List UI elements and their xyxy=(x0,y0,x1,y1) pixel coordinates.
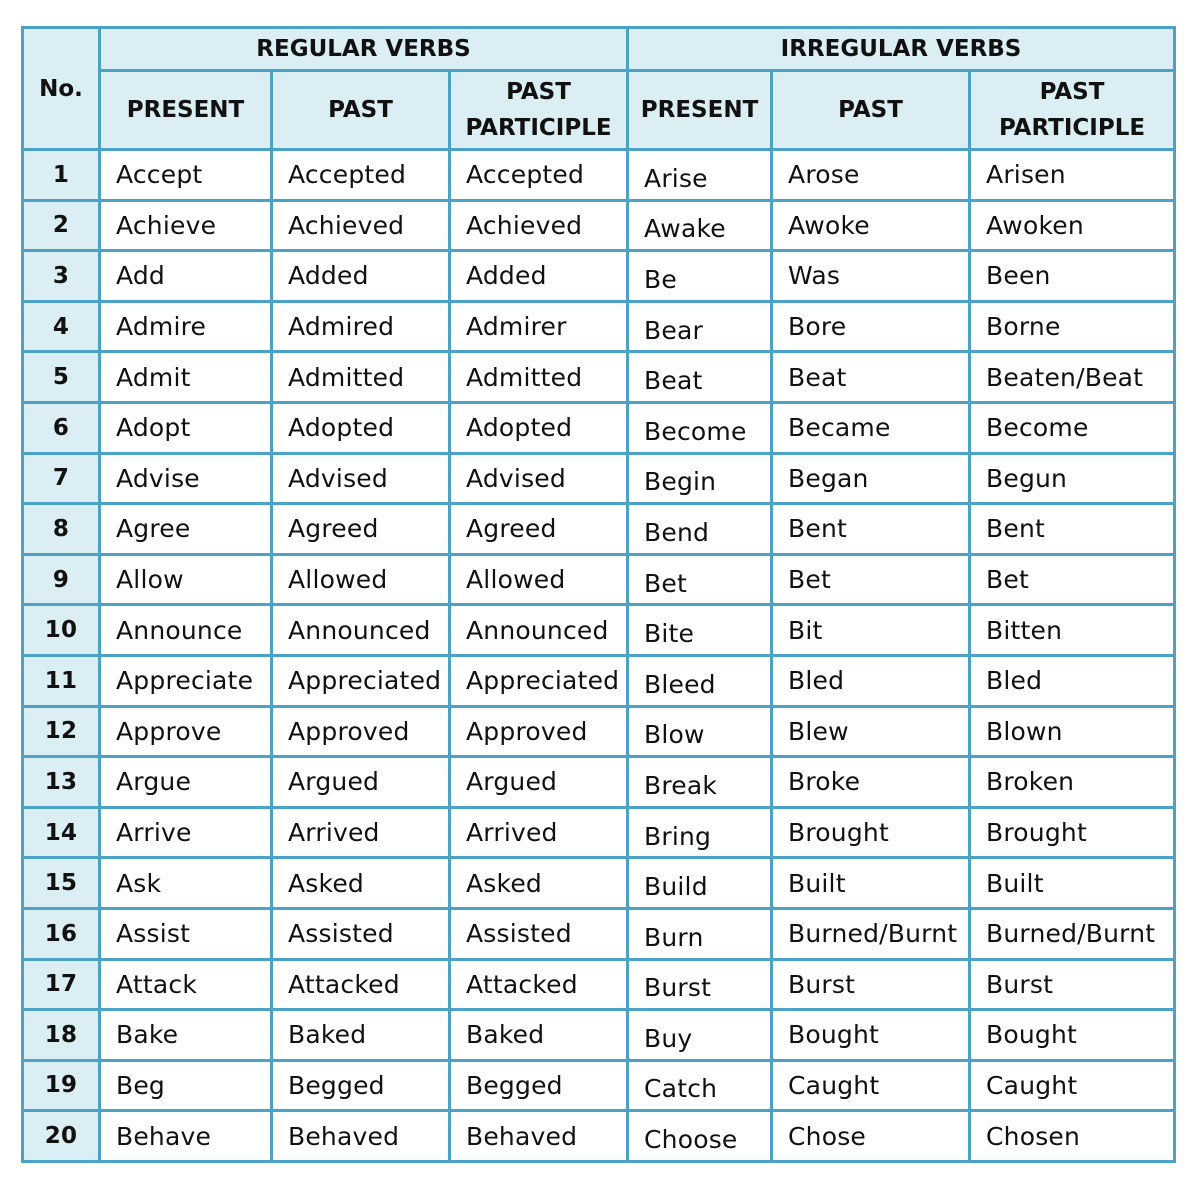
table-row xyxy=(23,1010,1175,1061)
irregular-present-cell: Bend xyxy=(628,504,772,555)
header-row-groups xyxy=(23,28,1175,71)
irregular-present-cell: Bleed xyxy=(628,655,772,706)
irregular-present-cell: Catch xyxy=(628,1060,772,1111)
regular-past-participle-cell: Advised xyxy=(450,453,628,504)
irregular-past-cell: Was xyxy=(772,251,970,302)
regular-past-participle-cell: Assisted xyxy=(450,908,628,959)
irregular-verbs-header: IRREGULAR VERBS xyxy=(628,28,1175,71)
irregular-past-participle-cell: Brought xyxy=(970,807,1175,858)
irregular-past-cell: Bought xyxy=(772,1010,970,1061)
regular-present-cell: Announce xyxy=(100,605,272,656)
row-number-cell: 18 xyxy=(23,1010,100,1061)
pp-line2: PARTICIPLE xyxy=(465,115,612,141)
regular-past-participle-cell: Begged xyxy=(450,1060,628,1111)
row-number-cell: 14 xyxy=(23,807,100,858)
irregular-present-cell: Build xyxy=(628,858,772,909)
pp-line1: PAST xyxy=(1039,79,1105,105)
table-row xyxy=(23,504,1175,555)
regular-past-cell: Adopted xyxy=(272,402,450,453)
regular-past-cell: Added xyxy=(272,251,450,302)
regular-past-cell: Asked xyxy=(272,858,450,909)
regular-past-participle-cell: Arrived xyxy=(450,807,628,858)
irregular-past-participle-cell: Bitten xyxy=(970,605,1175,656)
regular-past-participle-cell: Argued xyxy=(450,757,628,808)
row-number-cell: 5 xyxy=(23,352,100,403)
number-column-header: No. xyxy=(23,28,100,150)
irregular-past-participle-cell: Bled xyxy=(970,655,1175,706)
irregular-present-cell: Break xyxy=(628,757,772,808)
regular-present-cell: Argue xyxy=(100,757,272,808)
irregular-past-participle-cell: Built xyxy=(970,858,1175,909)
row-number-cell: 7 xyxy=(23,453,100,504)
irregular-present-cell: Burst xyxy=(628,959,772,1010)
irregular-present-cell: Beat xyxy=(628,352,772,403)
regular-past-cell: Admitted xyxy=(272,352,450,403)
irregular-present-cell: Begin xyxy=(628,453,772,504)
regular-present-cell: Achieve xyxy=(100,200,272,251)
regular-present-cell: Beg xyxy=(100,1060,272,1111)
table-header xyxy=(23,28,1175,150)
regular-past-cell: Advised xyxy=(272,453,450,504)
irregular-present-cell: Be xyxy=(628,251,772,302)
regular-past-participle-cell: Admirer xyxy=(450,301,628,352)
regular-past-participle-cell: Added xyxy=(450,251,628,302)
regular-past-cell: Appreciated xyxy=(272,655,450,706)
row-number-cell: 6 xyxy=(23,402,100,453)
regular-past-cell: Argued xyxy=(272,757,450,808)
irregular-past-cell: Bet xyxy=(772,554,970,605)
table-row xyxy=(23,1060,1175,1111)
regular-present-cell: Bake xyxy=(100,1010,272,1061)
regular-past-cell: Begged xyxy=(272,1060,450,1111)
irregular-past-participle-cell: Become xyxy=(970,402,1175,453)
regular-past-cell: Assisted xyxy=(272,908,450,959)
irregular-past-cell: Blew xyxy=(772,706,970,757)
irregular-past-cell: Chose xyxy=(772,1111,970,1162)
regular-past-cell: Announced xyxy=(272,605,450,656)
irregular-past-participle-cell: Burned/Burnt xyxy=(970,908,1175,959)
regular-past-participle-cell: Approved xyxy=(450,706,628,757)
regular-past-cell: Attacked xyxy=(272,959,450,1010)
row-number-cell: 17 xyxy=(23,959,100,1010)
table-row xyxy=(23,757,1175,808)
table-row xyxy=(23,706,1175,757)
regular-present-cell: Appreciate xyxy=(100,655,272,706)
table-body xyxy=(23,150,1175,1162)
table-row xyxy=(23,554,1175,605)
header-row-columns xyxy=(23,71,1175,150)
regular-past-participle-cell: Admitted xyxy=(450,352,628,403)
table-row xyxy=(23,959,1175,1010)
table-row xyxy=(23,251,1175,302)
table-row xyxy=(23,352,1175,403)
irregular-past-participle-cell: Bent xyxy=(970,504,1175,555)
pp-line1: PAST xyxy=(506,79,571,105)
regular-past-participle-cell: Announced xyxy=(450,605,628,656)
regular-present-cell: Agree xyxy=(100,504,272,555)
regular-past-cell: Approved xyxy=(272,706,450,757)
row-number-cell: 2 xyxy=(23,200,100,251)
row-number-cell: 19 xyxy=(23,1060,100,1111)
irregular-present-cell: Bite xyxy=(628,605,772,656)
irregular-past-participle-cell: Burst xyxy=(970,959,1175,1010)
irregular-present-cell: Awake xyxy=(628,200,772,251)
pp-line2: PARTICIPLE xyxy=(998,115,1146,141)
irregular-past-cell: Beat xyxy=(772,352,970,403)
regular-present-cell: Behave xyxy=(100,1111,272,1162)
row-number-cell: 4 xyxy=(23,301,100,352)
row-number-cell: 11 xyxy=(23,655,100,706)
irregular-past-cell: Burst xyxy=(772,959,970,1010)
table-row xyxy=(23,807,1175,858)
regular-present-cell: Admire xyxy=(100,301,272,352)
irregular-past-participle-cell: Been xyxy=(970,251,1175,302)
table-row xyxy=(23,605,1175,656)
regular-past-cell: Arrived xyxy=(272,807,450,858)
regular-past-cell: Admired xyxy=(272,301,450,352)
irregular-present-cell: Bring xyxy=(628,807,772,858)
regular-past-cell: Accepted xyxy=(272,150,450,201)
irregular-present-cell: Blow xyxy=(628,706,772,757)
regular-present-cell: Allow xyxy=(100,554,272,605)
irregular-present-cell: Become xyxy=(628,402,772,453)
irregular-present-cell: Bet xyxy=(628,554,772,605)
regular-past-cell: Behaved xyxy=(272,1111,450,1162)
regular-past-participle-cell: Baked xyxy=(450,1010,628,1061)
row-number-cell: 15 xyxy=(23,858,100,909)
irregular-past-cell: Bit xyxy=(772,605,970,656)
irregular-past-participle-cell: Chosen xyxy=(970,1111,1175,1162)
regular-present-cell: Arrive xyxy=(100,807,272,858)
regular-past-cell: Achieved xyxy=(272,200,450,251)
row-number-cell: 8 xyxy=(23,504,100,555)
irregular-past-cell: Awoke xyxy=(772,200,970,251)
regular-past-participle-cell: Attacked xyxy=(450,959,628,1010)
irregular-past-participle-cell: Bought xyxy=(970,1010,1175,1061)
table-row xyxy=(23,402,1175,453)
regular-present-header: PRESENT xyxy=(100,71,272,150)
irregular-past-participle-cell: Beaten/Beat xyxy=(970,352,1175,403)
table-row xyxy=(23,1111,1175,1162)
irregular-past-cell: Bent xyxy=(772,504,970,555)
regular-past-cell: Agreed xyxy=(272,504,450,555)
irregular-past-cell: Built xyxy=(772,858,970,909)
regular-present-cell: Ask xyxy=(100,858,272,909)
regular-past-cell: Allowed xyxy=(272,554,450,605)
irregular-past-cell: Arose xyxy=(772,150,970,201)
irregular-past-participle-cell: Caught xyxy=(970,1060,1175,1111)
regular-verbs-header: REGULAR VERBS xyxy=(100,28,628,71)
irregular-past-participle-cell: Arisen xyxy=(970,150,1175,201)
irregular-past-participle-cell: Blown xyxy=(970,706,1175,757)
row-number-cell: 1 xyxy=(23,150,100,201)
irregular-past-cell: Caught xyxy=(772,1060,970,1111)
regular-present-cell: Adopt xyxy=(100,402,272,453)
irregular-past-cell: Began xyxy=(772,453,970,504)
row-number-cell: 12 xyxy=(23,706,100,757)
regular-present-cell: Advise xyxy=(100,453,272,504)
row-number-cell: 20 xyxy=(23,1111,100,1162)
regular-past-participle-cell: Achieved xyxy=(450,200,628,251)
irregular-past-cell: Brought xyxy=(772,807,970,858)
table-row xyxy=(23,150,1175,201)
irregular-present-cell: Buy xyxy=(628,1010,772,1061)
regular-present-cell: Add xyxy=(100,251,272,302)
irregular-past-participle-cell: Bet xyxy=(970,554,1175,605)
row-number-cell: 3 xyxy=(23,251,100,302)
regular-present-cell: Assist xyxy=(100,908,272,959)
irregular-present-cell: Burn xyxy=(628,908,772,959)
irregular-past-cell: Bled xyxy=(772,655,970,706)
regular-present-cell: Accept xyxy=(100,150,272,201)
regular-past-header: PAST xyxy=(272,71,450,150)
regular-past-participle-cell: Behaved xyxy=(450,1111,628,1162)
table-row xyxy=(23,655,1175,706)
regular-past-participle-cell: Agreed xyxy=(450,504,628,555)
regular-past-participle-cell: Accepted xyxy=(450,150,628,201)
regular-past-participle-cell: Allowed xyxy=(450,554,628,605)
irregular-present-cell: Arise xyxy=(628,150,772,201)
regular-present-cell: Admit xyxy=(100,352,272,403)
table-row xyxy=(23,858,1175,909)
row-number-cell: 9 xyxy=(23,554,100,605)
irregular-present-header: PRESENT xyxy=(628,71,772,150)
irregular-past-participle-cell: Broken xyxy=(970,757,1175,808)
table-row xyxy=(23,200,1175,251)
verb-table xyxy=(21,26,1176,1163)
regular-past-participle-cell: Adopted xyxy=(450,402,628,453)
irregular-past-cell: Broke xyxy=(772,757,970,808)
regular-past-participle-cell: Appreciated xyxy=(450,655,628,706)
regular-past-cell: Baked xyxy=(272,1010,450,1061)
irregular-present-cell: Choose xyxy=(628,1111,772,1162)
irregular-past-cell: Bore xyxy=(772,301,970,352)
irregular-past-participle-cell: Awoken xyxy=(970,200,1175,251)
irregular-present-cell: Bear xyxy=(628,301,772,352)
irregular-past-participle-cell: Borne xyxy=(970,301,1175,352)
irregular-past-cell: Became xyxy=(772,402,970,453)
regular-present-cell: Approve xyxy=(100,706,272,757)
irregular-past-participle-cell: Begun xyxy=(970,453,1175,504)
regular-past-participle-cell: Asked xyxy=(450,858,628,909)
row-number-cell: 13 xyxy=(23,757,100,808)
table-row xyxy=(23,453,1175,504)
regular-present-cell: Attack xyxy=(100,959,272,1010)
irregular-past-participle-header xyxy=(970,71,1175,150)
regular-past-participle-header xyxy=(450,71,628,150)
table-row xyxy=(23,908,1175,959)
row-number-cell: 16 xyxy=(23,908,100,959)
table-row xyxy=(23,301,1175,352)
row-number-cell: 10 xyxy=(23,605,100,656)
irregular-past-cell: Burned/Burnt xyxy=(772,908,970,959)
irregular-past-header: PAST xyxy=(772,71,970,150)
